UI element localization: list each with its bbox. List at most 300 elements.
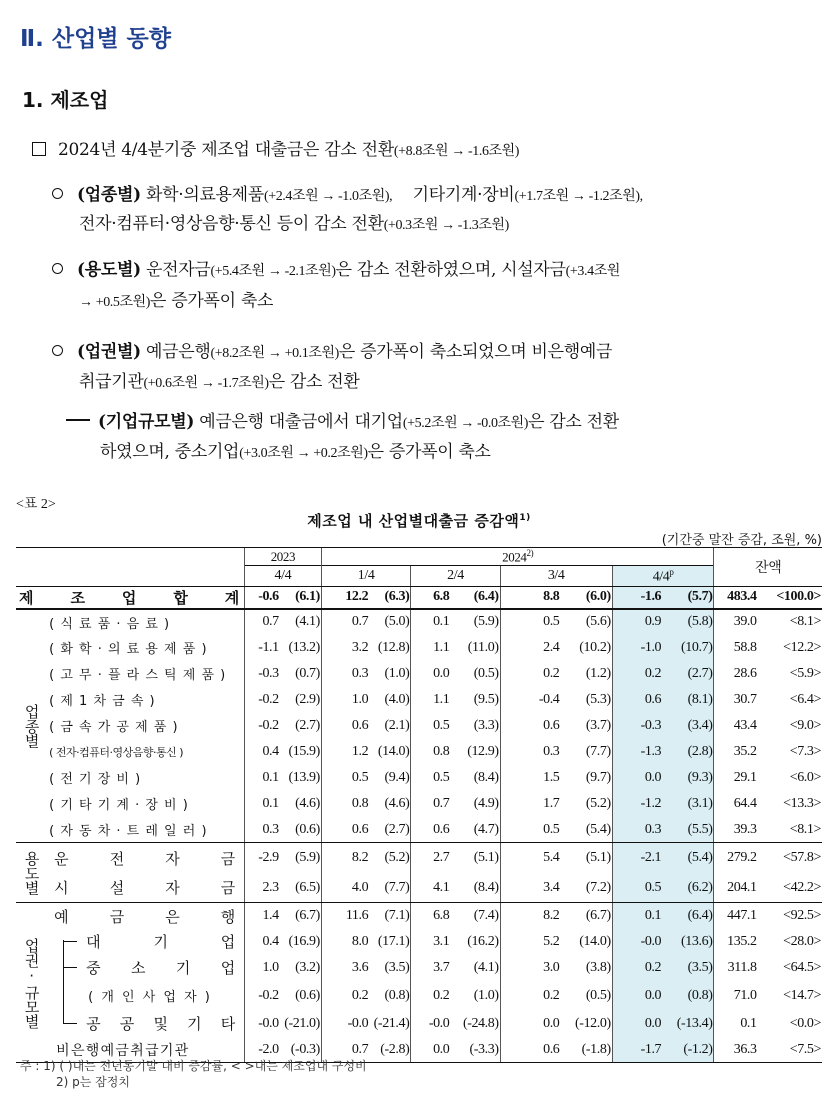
table-row [16,739,822,765]
rate-cell: (8.1) [664,687,714,713]
total-label-char: 조 [70,588,85,607]
rate-cell: (3.8) [585,959,611,975]
value-cell: 447.1 [714,903,760,929]
value-cell: 0.5 [500,609,562,635]
paragraph-use [52,256,620,286]
rate-cell: (5.4) [664,843,714,873]
total-label-text [17,587,243,608]
tree-bracket-icon [63,981,77,1011]
value-cell: 0.4 [244,739,281,765]
checkbox-square-icon [32,142,46,156]
paragraph-text: 은 증가폭이 축소 [367,442,491,462]
value-cell: 0.6 [500,713,562,739]
total-label-char: 계 [224,588,239,607]
value-cell: 0.5 [500,817,562,843]
value-cell: 0.6 [411,817,453,843]
table-row [16,955,822,981]
paragraph-text: 예금은행 대출금에서 대기업 [199,412,403,432]
rate-cell: (0.8) [384,987,410,1003]
rate-cell: (0.8) [664,981,714,1011]
table-title-text: 제조업 내 산업별대출금 증감액 [307,512,520,530]
row-label-cell [47,929,244,955]
value-cell: 8.0 [321,929,371,955]
value-cell: 0.2 [321,981,371,1011]
rate-cell: (2.8) [664,739,714,765]
header-quarter: 1/4 [321,566,410,587]
header-row-years [16,548,822,566]
value-cell: -1.7 [612,1037,664,1063]
rate-cell: (0.6) [295,987,320,1003]
table-row [16,635,822,661]
rate-cell: (12.8) [377,639,410,655]
rate-cell: (6.4) [452,586,500,609]
rate-cell: <0.0> [789,1015,821,1031]
value-cell: 5.2 [500,929,562,955]
value-cell: 1.1 [411,687,453,713]
value-cell: 0.6 [500,1037,562,1063]
value-cell: -1.2 [612,791,664,817]
rate-cell: (6.7) [585,908,611,924]
rate-cell: (5.3) [585,691,611,707]
group-label-use [16,843,47,903]
value-cell: -1.6 [612,586,664,609]
value-cell: 0.1 [612,903,664,929]
table-note: 주 : 1) ( )내는 전년동기말 대비 증감률, < >내는 제조업내 구성비 [20,1059,367,1073]
value-cell: -1.3 [612,739,664,765]
value-cell: 204.1 [714,873,760,903]
value-cell: 279.2 [714,843,760,873]
rate-cell: (10.2) [579,639,611,655]
dash-icon [66,419,90,421]
paragraph-note: (+3.4조원 [565,264,620,279]
rate-cell: (12.9) [467,743,499,759]
value-cell: -0.2 [244,981,281,1011]
paragraph-head: (용도별) [77,260,141,280]
row-label-char: 금 [109,907,124,926]
rate-cell: (3.7) [585,717,611,733]
header-quarter-latest [612,566,714,587]
rate-cell: (2.1) [384,717,410,733]
row-label-cell [47,903,244,929]
row-label [48,906,243,927]
value-cell: 1.7 [500,791,562,817]
row-label: ( 전자·컴퓨터·영상음향·통신 ) [49,745,184,759]
rate-cell: (13.9) [288,769,320,785]
rate-cell: (7.7) [585,743,611,759]
value-cell: 1.4 [244,903,281,929]
total-label-char: 업 [121,588,136,607]
row-label-char: 기 [153,933,168,952]
row-label-char: 공 [86,1015,101,1034]
paragraph-size [66,408,619,438]
paragraph-text: 기타기계·장비 [412,185,515,205]
paragraph-text: 은 증가폭이 축소되었으며 비은행예금 [338,342,613,362]
paragraph-text: 화학·의료용제품 [145,185,264,205]
value-cell: 39.0 [714,609,760,635]
table-row-total [16,586,822,609]
value-cell: 0.5 [612,873,664,903]
value-cell: -0.6 [244,586,281,609]
rate-cell: <92.5> [783,908,821,924]
rate-cell: <13.3> [783,795,821,811]
rate-cell: <6.0> [789,769,821,785]
value-cell: 0.1 [244,765,281,791]
value-cell: -0.2 [244,713,281,739]
row-label-char: 운 [54,849,69,868]
rate-cell: (-0.3) [282,1037,322,1063]
value-cell: 0.4 [244,929,281,955]
header-year-text: 2024 [502,549,527,565]
rate-cell: (7.1) [384,908,410,924]
paragraph-industry [52,181,643,211]
row-label: ( 기 타 기 계 · 장 비 ) [49,798,189,814]
header-balance: 잔액 [714,557,822,578]
paragraph-note: (+0.6조원 → -1.7조원) [143,376,269,391]
row-label-char: 업 [220,933,235,952]
rate-cell: (-13.4) [664,1011,714,1037]
value-cell: 1.1 [411,635,453,661]
rate-cell: (6.4) [664,903,714,929]
value-cell: 1.0 [244,955,281,981]
total-label [16,586,244,609]
value-cell: 58.8 [714,635,760,661]
row-label-char: 공 [119,1015,134,1034]
value-cell: 3.1 [411,929,453,955]
tree-branch-icon [63,941,77,942]
value-cell: 2.7 [411,843,453,873]
table-row [16,713,822,739]
rate-cell: (5.2) [585,795,611,811]
rate-cell: (3.5) [384,959,410,975]
paragraph-text: 하였으며, 중소기업 [100,442,240,462]
value-cell: -0.3 [612,713,664,739]
value-cell: 2.3 [244,873,281,903]
rate-cell: (6.7) [295,908,320,924]
rate-cell: (4.0) [384,691,410,707]
value-cell: 5.4 [500,843,562,873]
value-cell: 64.4 [714,791,760,817]
row-label: ( 전 기 장 비 ) [49,772,142,788]
row-label: ( 금 속 가 공 제 품 ) [49,720,179,736]
value-cell: -0.0 [244,1011,281,1037]
paragraph-note: (+1.7조원 → -1.2조원), [514,189,643,204]
bullet-circle-icon [52,345,63,356]
paragraph-note: (+0.3조원 → -1.3조원) [383,218,509,233]
paragraph-note: (+5.2조원 → -0.0조원) [402,416,529,431]
value-cell: 0.7 [321,1037,371,1063]
paragraph-text: 2024년 4/4분기중 제조업 대출금은 감소 전환 [58,140,394,160]
value-cell: 8.2 [321,843,371,873]
value-cell: -0.4 [500,687,562,713]
value-cell: 0.3 [500,739,562,765]
paragraph-head: (기업규모별) [98,412,195,432]
data-table [16,547,822,1063]
row-label-cell [47,843,244,873]
rate-cell: (4.9) [473,795,499,811]
paragraph-text: 취급기관 [79,372,144,392]
value-cell: 311.8 [714,955,760,981]
paragraph-text: 은 감소 전환하였으며, 시설자금 [335,260,566,280]
rate-cell: (4.6) [295,795,320,811]
table-caption: <표 2> [16,497,56,512]
value-cell: 0.0 [612,1011,664,1037]
tree-branch-icon [63,1023,77,1024]
paragraph-text: 은 감소 전환 [268,372,360,392]
rate-cell: (3.3) [473,717,499,733]
table-row [16,791,822,817]
group-label-text: 업권·규모별 [22,937,41,1029]
table-note: 2) p는 잠정치 [56,1075,130,1089]
rate-cell: (5.6) [585,614,611,630]
row-label: ( 식 료 품 · 음 료 ) [49,616,171,632]
row-label-char: 업 [220,959,235,978]
header-quarter: 2/4 [411,566,500,587]
paragraph-size-cont [100,438,491,468]
bullet-circle-icon [52,188,63,199]
row-label-char: 금 [220,849,235,868]
table-row [16,903,822,929]
rate-cell: (5.9) [473,614,499,630]
value-cell: 1.5 [500,765,562,791]
value-cell: 3.0 [500,955,562,981]
group-label-industry [16,609,47,843]
rate-cell: (7.2) [562,873,612,903]
rate-cell: (5.8) [664,609,714,635]
rate-cell: (5.7) [664,586,714,609]
row-label-char: 시 [54,879,69,898]
rate-cell: <7.3> [789,743,821,759]
rate-cell: <8.1> [789,614,821,630]
rate-cell: (10.7) [664,635,714,661]
rate-cell: <100.0> [760,586,822,609]
row-label: ( 고 무 · 플 라 스 틱 제 품 ) [49,668,227,684]
table-row [16,765,822,791]
paragraph-note: → +0.5조원) [79,295,151,310]
rate-cell: (-24.8) [462,1015,499,1031]
rate-cell: <12.2> [783,639,821,655]
rate-cell: (-1.2) [664,1037,714,1063]
rate-cell: (6.1) [282,586,322,609]
table-row [16,873,822,903]
value-cell: 3.4 [500,873,562,903]
total-label-char: 제 [19,588,34,607]
paragraph-text: 은 증가폭이 축소 [150,291,274,311]
value-cell: 6.8 [411,903,453,929]
row-label-char: 대 [86,933,101,952]
value-cell: 0.6 [321,817,371,843]
rate-cell: (0.7) [295,665,320,681]
rate-cell: (4.1) [473,959,499,975]
rate-cell: <5.9> [789,665,821,681]
row-label: ( 제 1 차 금 속 ) [49,694,156,710]
group-label-sector [16,903,47,1063]
row-label: ( 자 동 차 · 트 레 일 러 ) [47,817,244,843]
value-cell: 0.7 [411,791,453,817]
rate-cell: (3.4) [664,713,714,739]
value-cell: 0.6 [612,687,664,713]
row-label-char: 기 [175,959,190,978]
value-cell: -1.0 [612,635,664,661]
paragraph-text: 예금은행 [145,342,211,362]
value-cell: 8.8 [500,586,562,609]
value-cell: 3.2 [321,635,371,661]
value-cell: 0.9 [612,609,664,635]
rate-cell: (0.5) [585,987,611,1003]
paragraph-sector [52,338,612,368]
value-cell: 0.2 [411,981,453,1011]
table-title [0,510,838,531]
group-label-text: 용도별 [22,850,41,895]
paragraph-head: (업종별) [77,185,141,205]
row-label-char: 예 [54,907,69,926]
rate-cell: (8.4) [452,873,500,903]
table-title-footnote: 1) [519,513,531,523]
value-cell: 30.7 [714,687,760,713]
value-cell: 0.0 [411,661,453,687]
rate-cell: (13.6) [664,929,714,955]
value-cell: 0.0 [612,765,664,791]
rate-cell: (3.2) [295,959,320,975]
value-cell: 0.3 [244,817,281,843]
value-cell: 0.8 [411,739,453,765]
rate-cell: (9.7) [585,769,611,785]
header-quarter-text: 4/4 [652,569,670,585]
rate-cell: <6.4> [789,691,821,707]
row-label-char: 설 [109,879,124,898]
rate-cell: (5.1) [585,850,611,866]
rate-cell: (-3.3) [452,1037,500,1063]
rate-cell: (0.6) [282,817,322,843]
row-label-char: 자 [165,879,180,898]
rate-cell: (17.1) [377,933,410,949]
rate-cell: (5.4) [562,817,612,843]
header-year-footnote: 2) [526,548,534,558]
paragraph-note: (+2.4조원 → -1.0조원), [263,189,393,204]
value-cell: -0.2 [244,687,281,713]
table-unit: (기간중 말잔 증감, 조원, %) [661,533,822,548]
rate-cell: (-21.4) [373,1015,410,1031]
group-label-text: 업종별 [22,704,41,748]
value-cell: 0.5 [321,765,371,791]
rate-cell: (15.9) [288,743,320,759]
header-year-2024 [321,548,714,566]
row-label-char: 금 [220,879,235,898]
rate-cell: (11.0) [467,639,499,655]
rate-cell: (14.0) [377,743,410,759]
value-cell: 3.6 [321,955,371,981]
total-label-char: 합 [173,588,188,607]
rate-cell: (-1.8) [562,1037,612,1063]
rate-cell: (5.1) [473,850,499,866]
header-quarter-footnote: p [669,566,674,577]
row-label-char: 및 [153,1015,168,1034]
row-label [48,957,243,978]
row-label-cell [47,873,244,903]
rate-cell: <7.5> [760,1037,822,1063]
row-label-char: 타 [220,1015,235,1034]
value-cell: 0.1 [244,791,281,817]
rate-cell: (6.5) [282,873,322,903]
value-cell: 35.2 [714,739,760,765]
table-row [16,609,822,635]
paragraph-note: (+8.8조원 → -1.6조원) [393,144,520,159]
value-cell: 0.8 [321,791,371,817]
value-cell: 0.1 [411,609,453,635]
paragraph-note: (+8.2조원 → +0.1조원) [210,346,339,361]
rate-cell: (-12.0) [575,1015,611,1031]
paragraph-summary [32,136,519,166]
rate-cell: (9.5) [473,691,499,707]
row-label-char: 중 [86,959,101,978]
table-row [16,843,822,873]
tree-branch-icon [63,967,77,968]
value-cell: -2.1 [612,843,664,873]
value-cell: 0.0 [411,1037,453,1063]
value-cell: 71.0 [714,981,760,1011]
value-cell: 8.2 [500,903,562,929]
rate-cell: (6.2) [664,873,714,903]
value-cell: 483.4 [714,586,760,609]
value-cell: 6.8 [411,586,453,609]
rate-cell: <42.2> [760,873,822,903]
rate-cell: (6.0) [562,586,612,609]
row-label: ( 개 인 사 업 자 ) [88,990,212,1006]
paragraph-sector-cont [79,368,360,398]
value-cell: 36.3 [714,1037,760,1063]
value-cell: 39.3 [714,817,760,843]
value-cell: 4.1 [411,873,453,903]
paragraph-text: 은 감소 전환 [528,412,619,432]
value-cell: 4.0 [321,873,371,903]
value-cell: -0.0 [321,1011,371,1037]
rate-cell: (4.1) [295,614,320,630]
rate-cell: (2.7) [295,717,320,733]
paragraph-head: (업권별) [77,342,141,362]
value-cell: 2.4 [500,635,562,661]
rate-cell: (3.1) [664,791,714,817]
value-cell: 0.0 [612,981,664,1011]
header-quarter: 4/4 [244,566,321,587]
table-row [16,661,822,687]
row-label-char: 은 [165,907,180,926]
value-cell: 0.3 [612,817,664,843]
value-cell: 0.0 [500,1011,562,1037]
row-label-cell [47,1011,244,1037]
paragraph-use-cont [79,287,273,317]
tree-bracket-icon [63,940,77,955]
value-cell: -0.0 [612,929,664,955]
value-cell: 0.2 [500,981,562,1011]
value-cell: 0.2 [500,661,562,687]
value-cell: 28.6 [714,661,760,687]
value-cell: 11.6 [321,903,371,929]
row-label: ( 화 학 · 의 료 용 제 품 ) [49,642,208,658]
header-year-2023: 2023 [244,548,321,566]
row-label-char: 자 [165,849,180,868]
rate-cell: (4.6) [384,795,410,811]
table-row [16,929,822,955]
row-label [48,1013,243,1034]
rate-cell: (2.7) [664,661,714,687]
subsection-title: 1. 제조업 [22,88,109,112]
rate-cell: (16.9) [288,933,320,949]
value-cell: 0.3 [321,661,371,687]
rate-cell: (2.9) [295,691,320,707]
value-cell: 0.2 [612,661,664,687]
value-cell: 135.2 [714,929,760,955]
value-cell: 0.7 [321,609,371,635]
table-row [16,981,822,1011]
